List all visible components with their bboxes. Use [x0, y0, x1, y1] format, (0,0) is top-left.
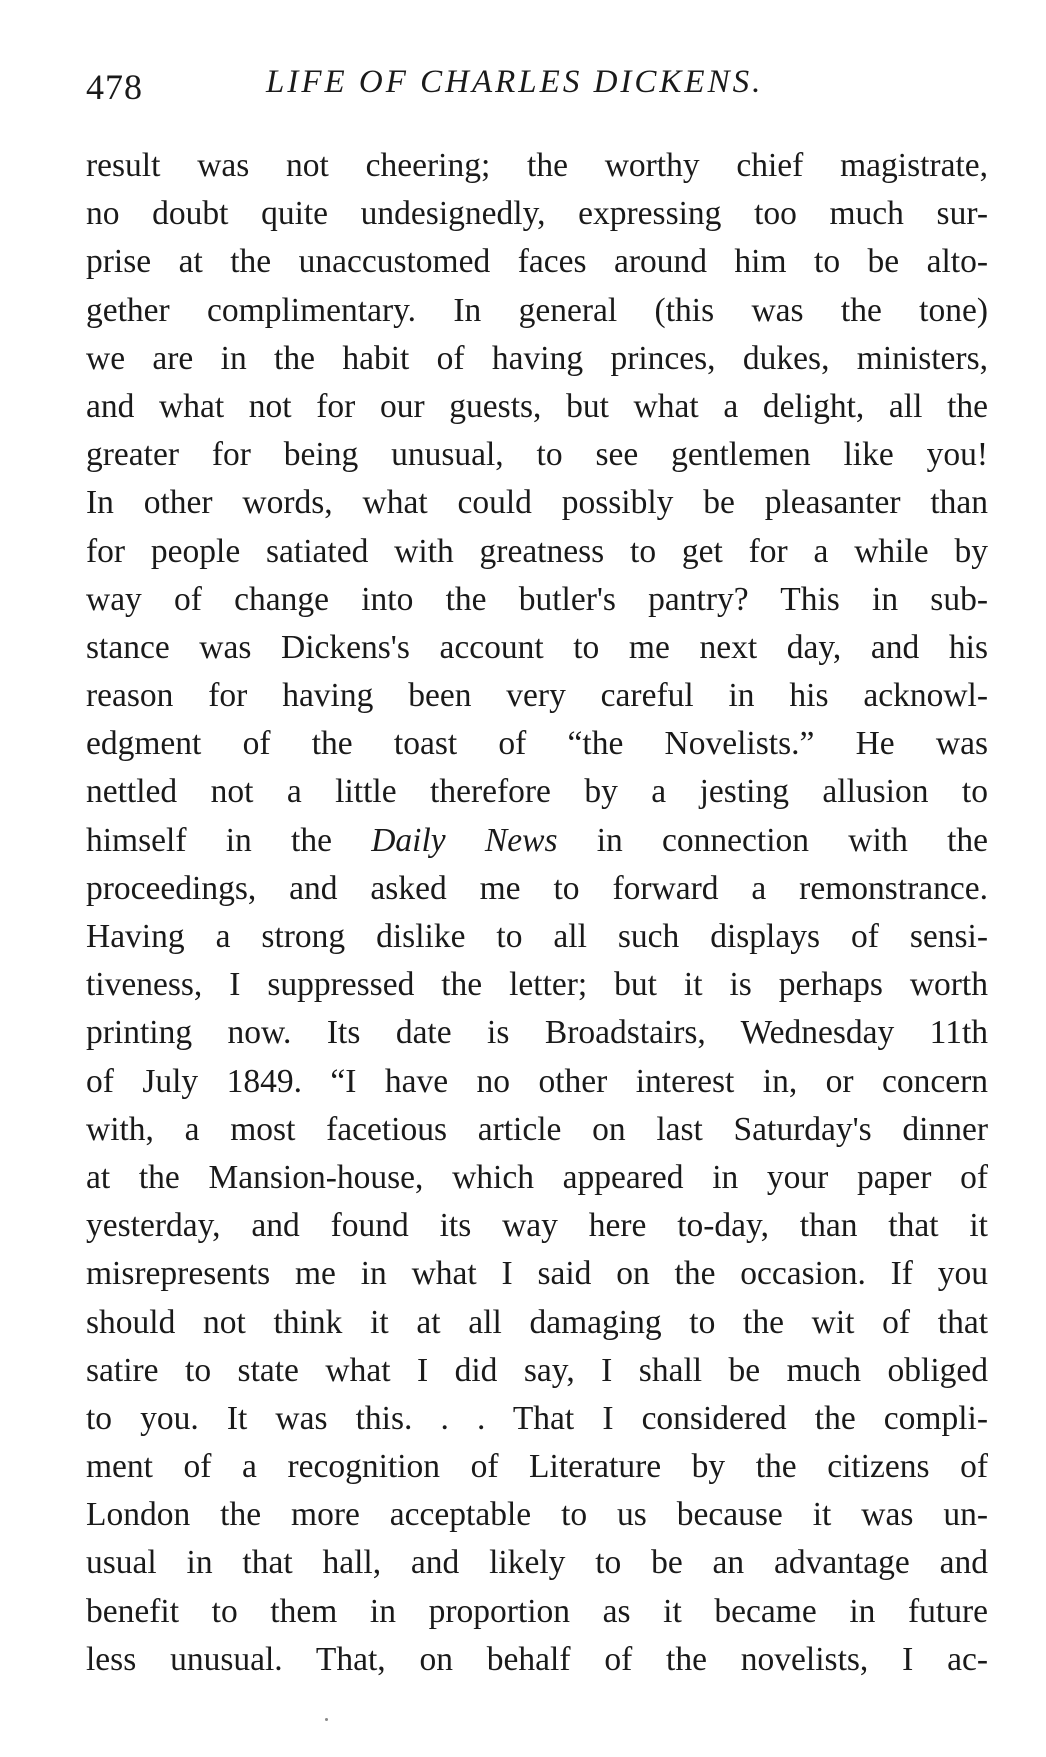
- text-line-8: In other words, what could possibly be pleasanter than: [86, 484, 988, 522]
- text-line-29: London the more acceptable to us because it was un-: [86, 1496, 988, 1534]
- body-text: [86, 142, 988, 1684]
- text-line-17: Having a strong dislike to all such displays of sensi-: [86, 918, 988, 955]
- text-line-10: way of change into the butler's pantry? This in sub-: [86, 580, 988, 618]
- text-line-26: satire to state what I did say, I shall be much obliged: [86, 1351, 988, 1389]
- text-line-30: usual in that hall, and likely to be an advantage and: [86, 1544, 988, 1582]
- text-line-19: printing now. Its date is Broadstairs, Wednesday 11th: [86, 1014, 988, 1052]
- text-line-14: nettled not a little therefore by a jesting allusion to: [86, 773, 988, 811]
- text-line-21: with, a most facetious article on last Saturday's dinner: [86, 1110, 988, 1148]
- text-line-27: to you. It was this. . . That I considered the compli-: [86, 1399, 988, 1437]
- text-line-11: stance was Dickens's account to me next day, and his: [86, 628, 988, 666]
- italic-title: Daily News: [371, 821, 558, 859]
- text-line-3: prise at the unaccustomed faces around him to be alto-: [86, 243, 988, 281]
- page-header: [86, 58, 966, 118]
- text-line-13: edgment of the toast of “the Novelists.” He was: [86, 725, 988, 763]
- text-line-20: of July 1849. “I have no other interest in, or concern: [86, 1062, 988, 1100]
- text-line-15: himself in the Daily News in connection with the: [86, 821, 988, 859]
- text-line-18: tiveness, I suppressed the letter; but it is perhaps worth: [86, 966, 988, 1004]
- text-line-16: proceedings, and asked me to forward a remonstrance.: [86, 869, 988, 907]
- text-line-1: result was not cheering; the worthy chief magistrate,: [86, 147, 988, 184]
- text-line-9: for people satiated with greatness to get for a while by: [86, 532, 988, 570]
- text-line-24: misrepresents me in what I said on the occasion. If you: [86, 1255, 988, 1293]
- text-line-12: reason for having been very careful in his acknowl-: [86, 677, 988, 715]
- text-line-22: at the Mansion-house, which appeared in your paper of: [86, 1158, 988, 1196]
- text-line-32: less unusual. That, on behalf of the novelists, I ac-: [86, 1640, 988, 1678]
- text-line-5: we are in the habit of having princes, dukes, ministers,: [86, 339, 988, 377]
- text-line-23: yesterday, and found its way here to-day, than that it: [86, 1207, 988, 1245]
- page-speck: [325, 1718, 328, 1721]
- text-line-2: no doubt quite undesignedly, expressing too much sur-: [86, 195, 988, 233]
- text-line-28: ment of a recognition of Literature by the citizens of: [86, 1448, 988, 1486]
- text-line-6: and what not for our guests, but what a delight, all the: [86, 387, 988, 425]
- text-line-7: greater for being unusual, to see gentlemen like you!: [86, 436, 988, 474]
- text-line-31: benefit to them in proportion as it became in future: [86, 1592, 988, 1630]
- page-number: 478: [86, 67, 143, 107]
- running-title: LIFE OF CHARLES DICKENS.: [266, 64, 764, 100]
- text-line-4: gether complimentary. In general (this was the tone): [86, 291, 988, 329]
- text-line-25: should not think it at all damaging to the wit of that: [86, 1303, 988, 1341]
